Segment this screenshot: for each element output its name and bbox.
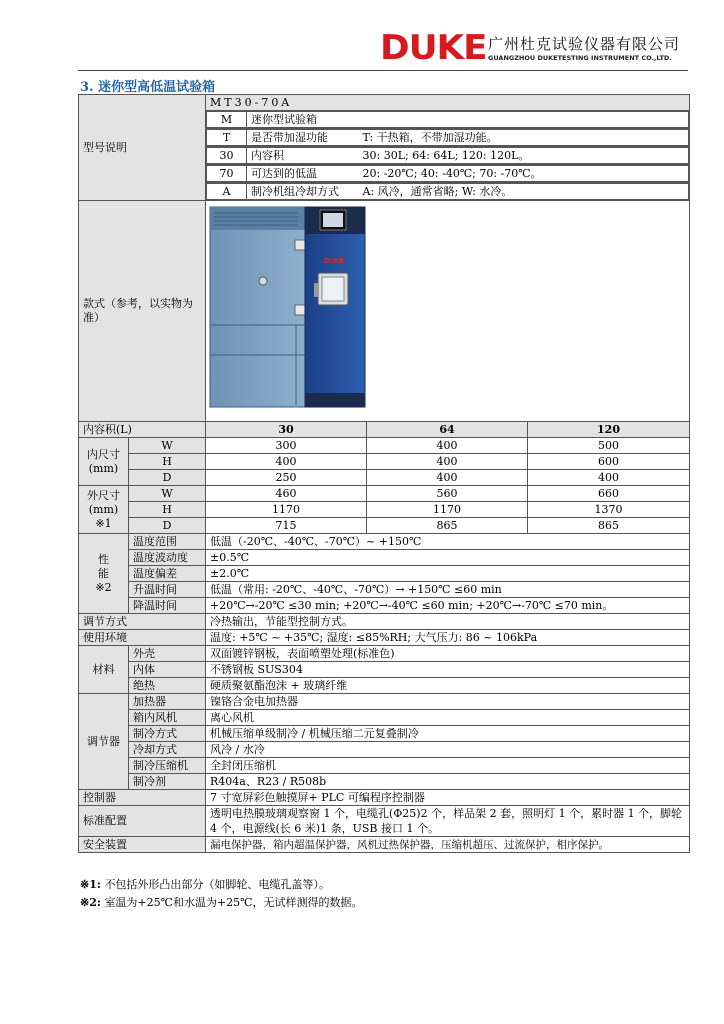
perf-value: 低温（常用: -20℃、-40℃、-70℃）→ +150℃ ≤60 min [206, 582, 690, 598]
outer-size-note: ※1 [95, 516, 112, 530]
perf-key: 温度波动度 [129, 550, 206, 566]
dim-value: 400 [367, 470, 528, 486]
dim-key: D [129, 518, 206, 534]
chamber-photo [208, 205, 368, 413]
regulator-value: 全封闭压缩机 [206, 758, 690, 774]
dim-value: 600 [528, 454, 690, 470]
company-name-en: GUANGZHOU DUKETESTING INSTRUMENT CO.,LTD. [488, 54, 672, 62]
model-key: 30 [207, 148, 247, 164]
dim-value: 250 [206, 470, 367, 486]
safety-label: 安全装置 [79, 837, 206, 853]
regulator-value: 风冷 / 水冷 [206, 742, 690, 758]
model-desc: 内容积 [247, 148, 359, 164]
regulator-label: 调节器 [79, 694, 129, 790]
model-key: T [207, 130, 247, 146]
dim-value: 1170 [206, 502, 367, 518]
page-header [380, 30, 700, 70]
volume-label: 内容积(L) [79, 422, 206, 438]
regulator-value: 机械压缩单级制冷 / 机械压缩二元复叠制冷 [206, 726, 690, 742]
dim-value: 400 [367, 454, 528, 470]
perf-key: 温度偏差 [129, 566, 206, 582]
outer-size-text: 外尺寸(mm) [87, 488, 120, 516]
footnote [80, 894, 362, 912]
perf-key: 降温时间 [129, 598, 206, 614]
dim-key: H [129, 454, 206, 470]
dim-value: 400 [528, 470, 690, 486]
dim-key: W [129, 438, 206, 454]
performance-label-2: 能 [98, 566, 109, 580]
dim-key: D [129, 470, 206, 486]
inner-size-label: 内尺寸(mm) [79, 438, 129, 486]
model-key: M [207, 112, 247, 128]
controller-label: 控制器 [79, 790, 206, 806]
model-desc: 迷你型试验箱 [247, 112, 689, 128]
model-code: MT30-70A [206, 95, 690, 111]
model-desc: 制冷机组冷却方式 [247, 184, 359, 200]
material-key: 内体 [129, 662, 206, 678]
perf-value: 低温（-20℃、-40℃、-70℃）~ +150℃ [206, 534, 690, 550]
model-label: 型号说明 [79, 95, 206, 201]
control-mode-label: 调节方式 [79, 614, 206, 630]
volume-30: 30 [206, 422, 367, 438]
dim-value: 865 [528, 518, 690, 534]
model-options: 20: -20℃; 40: -40℃; 70: -70℃。 [359, 166, 689, 182]
footnote-text: 室温为+25℃和水温为+25℃，无试样测得的数据。 [104, 896, 363, 909]
dim-value: 500 [528, 438, 690, 454]
regulator-value: 离心风机 [206, 710, 690, 726]
model-options: T: 干热箱，不带加湿功能。 [359, 130, 689, 146]
material-value: 不锈钢板 SUS304 [206, 662, 690, 678]
regulator-key: 加热器 [129, 694, 206, 710]
outer-size-label [79, 486, 129, 534]
footnote-key: ※2: [80, 896, 101, 909]
model-options: A: 风冷，通常省略; W: 水冷。 [359, 184, 689, 200]
regulator-key: 箱内风机 [129, 710, 206, 726]
spec-table [78, 94, 690, 853]
perf-value: ±0.5℃ [206, 550, 690, 566]
regulator-value: 镍铬合金电加热器 [206, 694, 690, 710]
dim-value: 1170 [367, 502, 528, 518]
model-options: 30: 30L; 64: 64L; 120: 120L。 [359, 148, 689, 164]
dim-value: 560 [367, 486, 528, 502]
perf-key: 升温时间 [129, 582, 206, 598]
perf-value: +20℃→-20℃ ≤30 min; +20℃→-40℃ ≤60 min; +20℃→-70℃ ≤70 min。 [206, 598, 690, 614]
model-key: 70 [207, 166, 247, 182]
dim-value: 1370 [528, 502, 690, 518]
company-logo: DUKE [380, 28, 487, 68]
controller-value: 7 寸宽屏彩色触摸屏+ PLC 可编程序控制器 [206, 790, 690, 806]
material-key: 绝热 [129, 678, 206, 694]
performance-label-1: 性 [98, 552, 109, 566]
dim-value: 400 [206, 454, 367, 470]
perf-key: 温度范围 [129, 534, 206, 550]
safety-value: 漏电保护器，箱内超温保护器，风机过热保护器，压缩机超压、过流保护，相序保护。 [206, 837, 690, 853]
performance-label [79, 534, 129, 614]
header-divider [78, 70, 688, 71]
dim-value: 400 [367, 438, 528, 454]
material-key: 外壳 [129, 646, 206, 662]
dim-key: H [129, 502, 206, 518]
dim-value: 660 [528, 486, 690, 502]
style-label: 款式（参考，以实物为准） [79, 201, 206, 422]
regulator-value: R404a、R23 / R508b [206, 774, 690, 790]
dim-value: 300 [206, 438, 367, 454]
dim-value: 460 [206, 486, 367, 502]
regulator-key: 冷却方式 [129, 742, 206, 758]
standard-label: 标准配置 [79, 806, 206, 837]
performance-note: ※2 [95, 580, 112, 594]
company-name-cn: 广州杜克试验仪器有限公司 [488, 35, 681, 53]
dim-value: 715 [206, 518, 367, 534]
chamber-logo: DUKE [324, 258, 344, 265]
chamber-illustration [208, 205, 368, 413]
model-key: A [207, 184, 247, 200]
perf-value: ±2.0℃ [206, 566, 690, 582]
model-desc: 是否带加湿功能 [247, 130, 359, 146]
regulator-key: 制冷剂 [129, 774, 206, 790]
material-value: 双面镀锌钢板，表面喷塑处理(标准色) [206, 646, 690, 662]
volume-64: 64 [367, 422, 528, 438]
footnotes [80, 876, 362, 912]
material-value: 硬质聚氨酯泡沫 + 玻璃纤维 [206, 678, 690, 694]
dim-key: W [129, 486, 206, 502]
footnote [80, 876, 362, 894]
standard-value: 透明电热膜玻璃观察窗 1 个，电缆孔(Φ25)2 个，样品架 2 套，照明灯 1 个，累时器 1 个，脚轮 4 个，电源线(长 6 米)1 条，USB 接口 1 个。 [206, 806, 690, 837]
footnote-key: ※1: [80, 878, 101, 891]
material-label: 材料 [79, 646, 129, 694]
control-mode-value: 冷热输出，节能型控制方式。 [206, 614, 690, 630]
model-desc: 可达到的低温 [247, 166, 359, 182]
regulator-key: 制冷压缩机 [129, 758, 206, 774]
env-value: 温度: +5℃ ~ +35℃; 湿度: ≤85%RH; 大气压力: 86 ~ 106kPa [206, 630, 690, 646]
env-label: 使用环境 [79, 630, 206, 646]
section-title: 3. 迷你型高低温试验箱 [80, 80, 216, 95]
footnote-text: 不包括外形凸出部分（如脚轮、电缆孔盖等）。 [104, 878, 330, 891]
volume-120: 120 [528, 422, 690, 438]
dim-value: 865 [367, 518, 528, 534]
regulator-key: 制冷方式 [129, 726, 206, 742]
